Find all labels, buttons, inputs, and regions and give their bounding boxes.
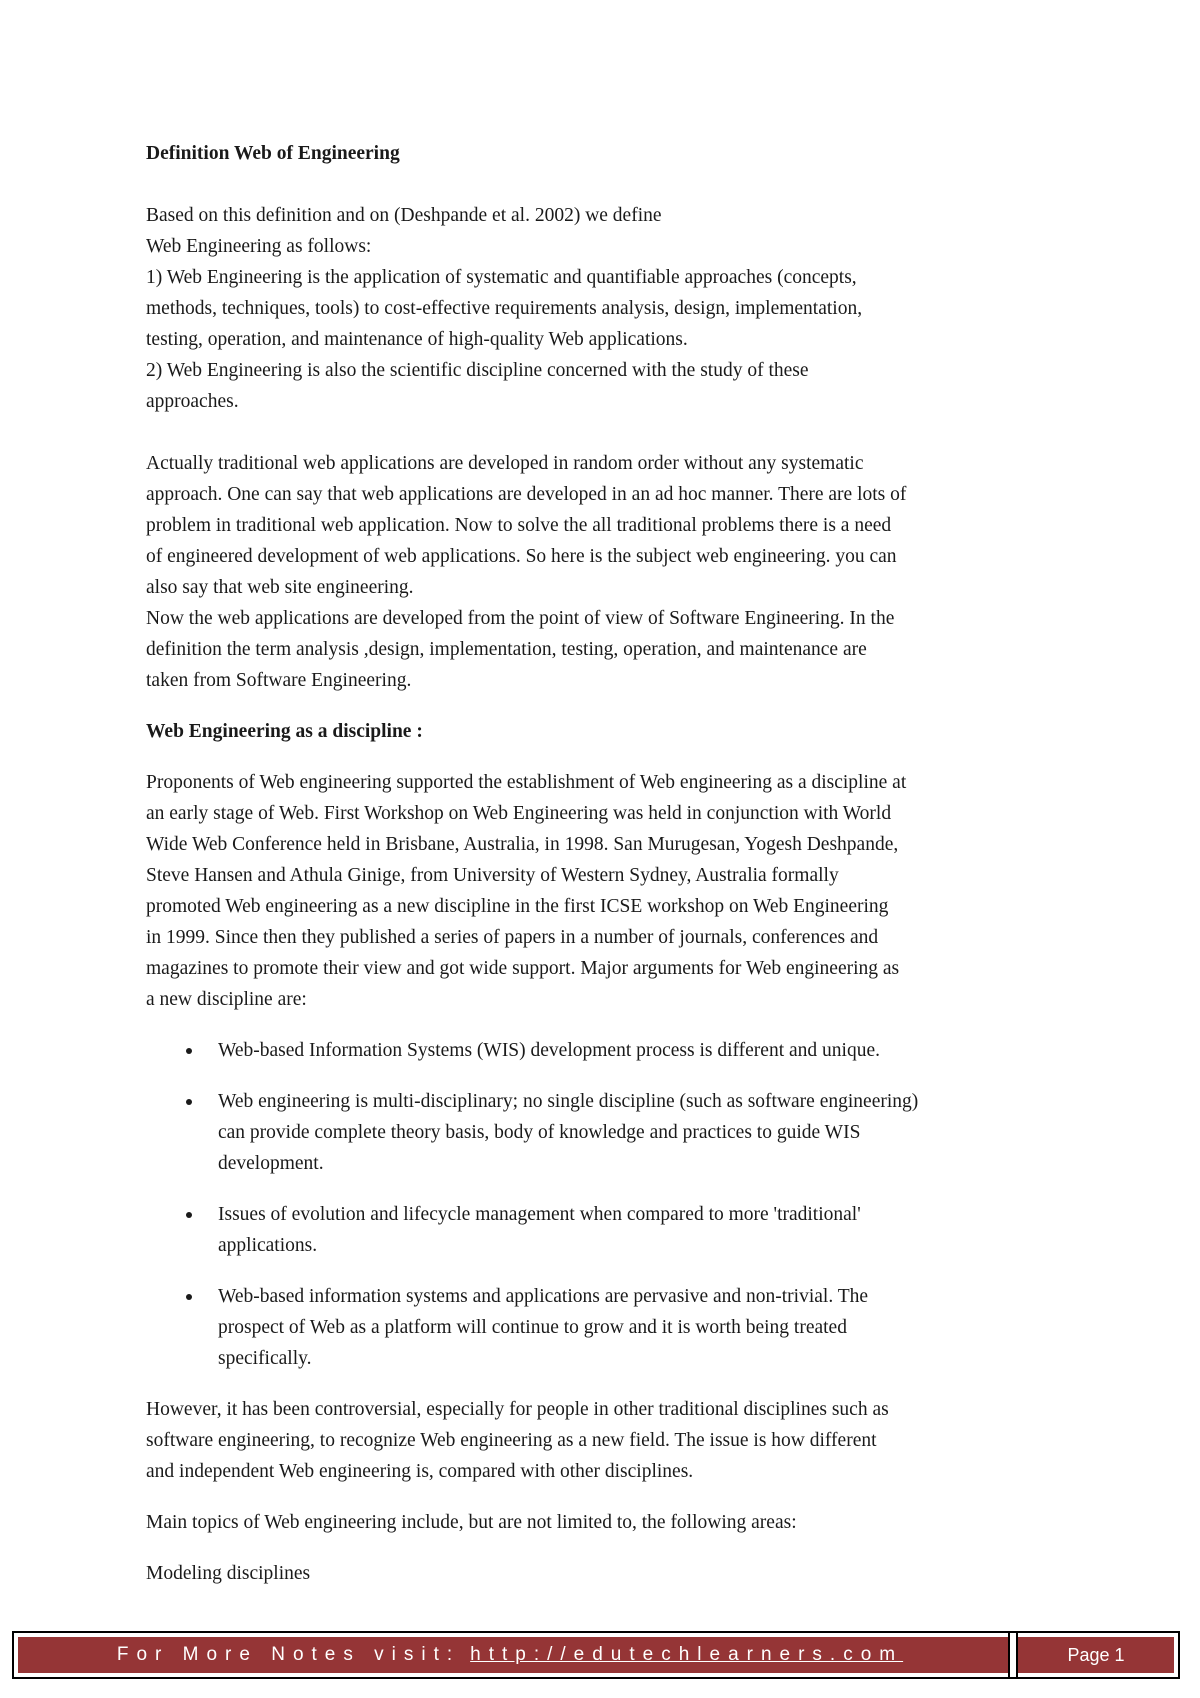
text-line: Web-based Information Systems (WIS) development process is different and unique.: [218, 1040, 880, 1061]
text-line: prospect of Web as a platform will continue to grow and it is worth being treated: [218, 1317, 847, 1338]
list-item: [146, 1281, 1066, 1374]
text-line: 2) Web Engineering is also the scientific discipline concerned with the study of these: [146, 360, 809, 381]
page-footer: [12, 1631, 1180, 1679]
text-line: problem in traditional web application. Now to solve the all traditional problems there is a need: [146, 515, 892, 536]
text-line: taken from Software Engineering.: [146, 670, 412, 691]
text-line: and independent Web engineering is, compared with other disciplines.: [146, 1461, 694, 1482]
text-line: Issues of evolution and lifecycle management when compared to more 'traditional': [218, 1204, 861, 1225]
bullet-icon: [186, 1048, 192, 1054]
list-item: [146, 1035, 1066, 1066]
heading-discipline: Web Engineering as a discipline :: [146, 721, 423, 742]
text-line: a new discipline are:: [146, 989, 307, 1010]
main-topics-paragraph: Main topics of Web engineering include, but are not limited to, the following areas:: [146, 1512, 797, 1533]
text-line: Actually traditional web applications are developed in random order without any systematic: [146, 453, 864, 474]
text-line: definition the term analysis ,design, implementation, testing, operation, and maintenance are: [146, 639, 867, 660]
text-line: methods, techniques, tools) to cost-effective requirements analysis, design, implementation,: [146, 298, 863, 319]
arguments-list: [146, 1035, 1066, 1374]
text-line: Proponents of Web engineering supported the establishment of Web engineering as a discipline at: [146, 772, 907, 793]
text-line: software engineering, to recognize Web engineering as a new field. The issue is how different: [146, 1430, 877, 1451]
text-line: magazines to promote their view and got wide support. Major arguments for Web engineering as: [146, 958, 900, 979]
text-line: specifically.: [218, 1348, 312, 1369]
page-number: Page 1: [1067, 1644, 1125, 1665]
text-line: Web Engineering as follows:: [146, 236, 372, 257]
text-line: testing, operation, and maintenance of high-quality Web applications.: [146, 329, 688, 350]
controversy-paragraph: [146, 1394, 1066, 1487]
footer-band: [18, 1637, 1174, 1673]
text-line: applications.: [218, 1235, 318, 1256]
text-line: also say that web site engineering.: [146, 577, 414, 598]
bullet-icon: [186, 1099, 192, 1105]
text-line: an early stage of Web. First Workshop on Web Engineering was held in conjunction with World: [146, 803, 892, 824]
document-body: [146, 138, 1066, 1589]
footer-divider: [1008, 1633, 1018, 1677]
text-line: Now the web applications are developed from the point of view of Software Engineering. In the: [146, 608, 895, 629]
text-line: Web engineering is multi-disciplinary; no single discipline (such as software engineering): [218, 1091, 919, 1112]
text-line: Based on this definition and on (Deshpande et al. 2002) we define: [146, 205, 662, 226]
bullet-icon: [186, 1212, 192, 1218]
text-line: Web-based information systems and applications are pervasive and non-trivial. The: [218, 1286, 869, 1307]
footer-notes-label: For More Notes visit:: [116, 1644, 461, 1665]
text-line: Steve Hansen and Athula Ginige, from University of Western Sydney, Australia formally: [146, 865, 839, 886]
text-line: can provide complete theory basis, body of knowledge and practices to guide WIS: [218, 1122, 861, 1143]
list-item: [146, 1199, 1066, 1261]
text-line: in 1999. Since then they published a series of papers in a number of journals, conferences and: [146, 927, 879, 948]
modeling-disciplines-paragraph: Modeling disciplines: [146, 1563, 311, 1584]
footer-link[interactable]: http://edutechlearners.com: [470, 1644, 904, 1665]
text-line: Wide Web Conference held in Brisbane, Australia, in 1998. San Murugesan, Yogesh Deshpande,: [146, 834, 899, 855]
text-line: development.: [218, 1153, 324, 1174]
traditional-apps-paragraph: [146, 448, 1066, 696]
heading-definition: Definition Web of Engineering: [146, 143, 400, 164]
text-line: approach. One can say that web applications are developed in an ad hoc manner. There are lots of: [146, 484, 907, 505]
text-line: promoted Web engineering as a new discipline in the first ICSE workshop on Web Engineering: [146, 896, 889, 917]
footer-notes: [18, 1637, 1002, 1673]
text-line: However, it has been controversial, especially for people in other traditional disciplines such as: [146, 1399, 889, 1420]
text-line: of engineered development of web applications. So here is the subject web engineering. you can: [146, 546, 897, 567]
proponents-paragraph: [146, 767, 1066, 1015]
bullet-icon: [186, 1294, 192, 1300]
intro-paragraph: [146, 200, 1066, 417]
text-line: approaches.: [146, 391, 239, 412]
list-item: [146, 1086, 1066, 1179]
text-line: 1) Web Engineering is the application of systematic and quantifiable approaches (concepts,: [146, 267, 857, 288]
